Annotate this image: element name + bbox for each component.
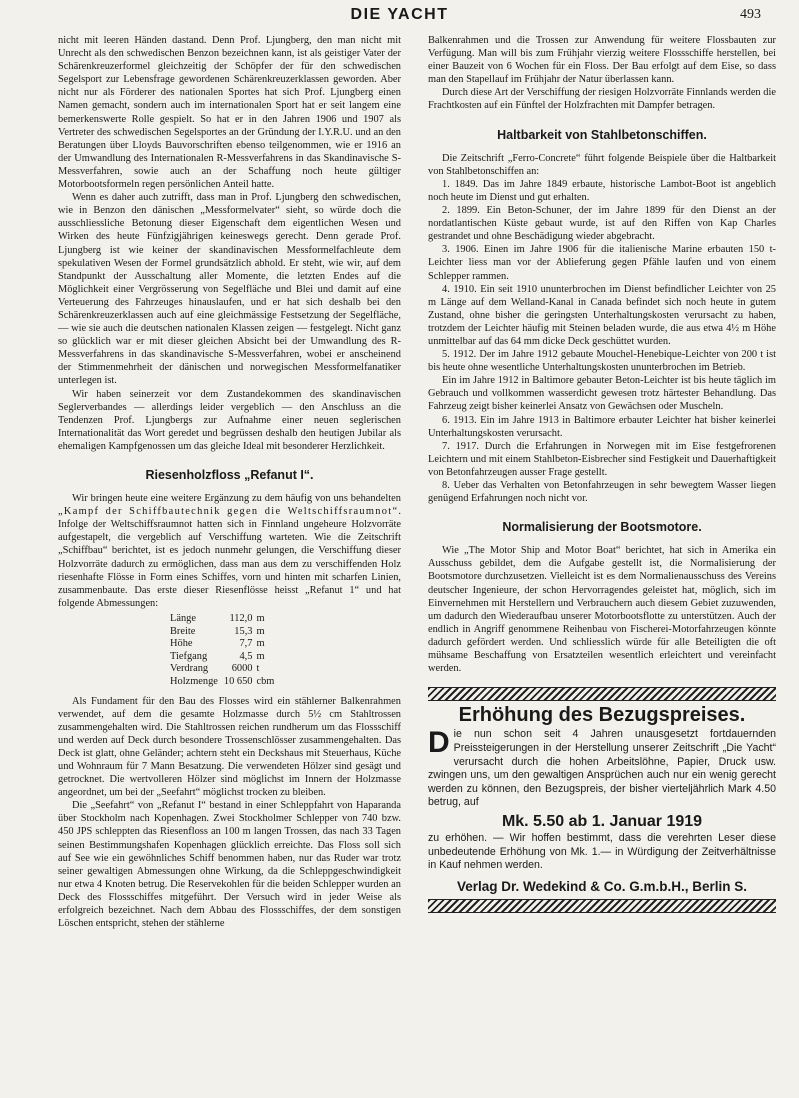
dimension-unit: m (256, 625, 265, 637)
decorative-border (428, 899, 776, 913)
paragraph: Wir haben seinerzeit vor dem Zustandekommen des skandinavischen Seglerverbandes — allerdings leider vergeblich — den Anschluss an die Tendenzen Prof. Ljungbergs zur Aufnahme einer neuen seglerischen Internationalität das Wort geredet und begrüssen deshalb den heutigen Jubilar als ehemaligen Kampfgenossen um das gleiche Ideal mit besonderer Herzlichkeit. (58, 388, 401, 452)
list-item: 8. Ueber das Verhalten von Betonfahrzeugen in sehr bewegtem Wasser liegen genügend Erfahrungen noch nicht vor. (428, 480, 776, 505)
spaced-phrase: „Kampf der Schiffbautechnik gegen die Weltschiffsraumnot“ (58, 506, 399, 518)
paragraph: Durch diese Art der Verschiffung der riesigen Holzvorräte Finnlands werden die Frachtkosten auf ein Fünftel der Holzfrachten mit Dampfer betragen. (428, 87, 776, 112)
list-item: 1. 1849. Das im Jahre 1849 erbaute, historische Lambot-Boot ist angeblich noch heute im Dienst und gut erhalten. (428, 178, 776, 203)
drop-cap: D (428, 726, 450, 760)
dimension-label: Holzmenge (170, 675, 218, 687)
list-item: 5. 1912. Der im Jahre 1912 gebaute Mouchel-Henebique-Leichter von 200 t ist bis heute ohne wesentliche Unterhaltungskosten ununterbrochen im Betrieb. (428, 349, 776, 374)
page-header (0, 6, 799, 28)
dimension-value: 10 650 (223, 675, 253, 687)
right-column (428, 34, 776, 913)
dimension-row (170, 626, 280, 639)
page-number: 493 (740, 7, 761, 22)
dimension-unit: m (256, 612, 265, 624)
dimension-value: 4,5 (239, 650, 253, 662)
dimension-row (170, 651, 280, 664)
example-list (428, 178, 776, 505)
list-item: 3. 1906. Einen im Jahre 1906 für die italienische Marine erbauten 150 t-Leichter liess man vor der Ablieferung gegen Pfähle laufen und von einem Schlepper rammen. (428, 244, 776, 282)
left-column (58, 34, 401, 930)
paragraph: Wie „The Motor Ship and Motor Boat“ berichtet, hat sich in Amerika ein Ausschuss gebildet, dem die Aufgabe gestellt ist, die Normalisierung der Bootsmotore durchzusetzen. Vielleicht ist es dem Normalienausschuss des Vereins deutscher Ingenieure, der schon Hervorragendes geleistet hat, möglich, sich im Einvernehmen mit Herstellern und Verbrauchern auch diesem Gebiet zuzuwenden, um dadurch den Wiederaufbau unserer Motorbootsflotte zu unterstützen. Auch der endlich in Angriff genommene Reihenbau von Fischerei-Motorfahrzeugen könnte dadurch gefördert werden. Und schliesslich würde für alle Beteiligten die oft mühsame Beschaffung von Ersatzteilen wesentlich erleichtert und vereinfacht werden. (428, 545, 776, 675)
list-item: Ein im Jahre 1912 in Baltimore gebauter Beton-Leichter ist bis heute täglich im Gebrauch und vollkommen wasserdicht gewesen trotz härtester Behandlung. Das Fahrzeug zeigt bisher keinerlei Ansatz von Gewächsen oder Muscheln. (428, 375, 776, 413)
paragraph: Balkenrahmen und die Trossen zur Anwendung für weitere Flossbauten zur Verfügung. Man will bis zum Frühjahr vierzig weitere Flossschiffe herstellen, bei einer Bauzeit von 6 Wochen für ein Floss. Der Bau erfolgt auf dem Eise, so dass man den Stapellauf im Frühjahr der Natur überlassen kann. (428, 35, 776, 86)
paragraph: Die Zeitschrift „Ferro-Concrete“ führt folgende Beispiele über die Haltbarkeit von Stahlbetonschiffen an: (428, 152, 776, 177)
dimensions-table (170, 613, 280, 689)
dimension-value: 7,7 (239, 638, 253, 650)
running-title: DIE YACHT (350, 6, 449, 23)
dimension-label: Tiefgang (170, 650, 208, 662)
dimension-value: 15,3 (234, 625, 253, 637)
paragraph: Die „Seefahrt“ von „Refanut I“ bestand in einer Schleppfahrt von Haparanda über Stockholm nach Kopenhagen. Zwei Stockholmer Schlepper von 740 bzw. 450 JPS schleppten das Riesenfloss an 100 m langen Trossen, das nach 33 Tagen seinen Bestimmungshafen Kopenhagen glücklich erreichte. Das Floss soll sich auf See wie ein gewöhnliches Schiff benommen haben, nur das Ruder war trotz seiner gewaltigen Abmessungen ohne Wirkung, da die Schleppgeschwindigkeit nur etwa 4 Knoten betrug. Die Reservekohlen für die beiden Schlepper wurden an Deck des Flossschiffes mitgeführt. Der Versuch wird in jeder Weise als erfolgreich bezeichnet. Nach dem Abbau des Flossschiffes, der dem sonstigen Löschen entspricht, stehen der stählerne (58, 800, 401, 930)
paragraph (58, 492, 401, 610)
dimension-label: Höhe (170, 638, 193, 650)
dimension-row (170, 638, 280, 651)
dimension-unit: cbm (256, 675, 275, 687)
dimension-unit: m (256, 650, 265, 662)
notice-after: zu erhöhen. — Wir hoffen bestimmt, dass die verehrten Leser diese unbedeutende Erhöhung von Mk. 1.— in Würdigung der Zeitverhältnisse in Kauf nehmen werden. (428, 831, 776, 872)
dimension-row (170, 676, 280, 689)
section-title-stahlbeton: Haltbarkeit von Stahlbetonschiffen. (497, 127, 707, 142)
paragraph: Als Fundament für den Bau des Flosses wird ein stählerner Balkenrahmen verwendet, auf dem die gesamte Holzmasse durch 5½ cm Stahltrossen zusammengehalten wird. Die Stahltrossen reichen rundherum um das Flossschiff und werden auf Deck durch besondere Trossenschlösser zusammengehalten. Das Deck ist glatt, ohne Geländer; achtern steht ein Deckshaus mit Steuerhaus, Küche und Wohnraum für 7 Mann Besatzung. Die verwendeten Hölzer sind gesägt und getrocknet. Die wertvolleren Hölzer sind möglichst im Innern der Holzmasse angeordnet, um bei der „Seefahrt“ möglichst trocken zu bleiben. (58, 695, 401, 799)
notice-body (428, 728, 776, 810)
text-span: Wir bringen heute eine weitere Ergänzung zu dem häufig von uns behandelten (72, 493, 401, 505)
list-item: 7. 1917. Durch die Erfahrungen in Norwegen mit im Eise festgefrorenen Leichtern und mit einem Stahlbeton-Eisbrecher sind Festigkeit und Dauerhaftigkeit von Betonfahrzeugen ausser Frage gestellt. (428, 440, 776, 478)
list-item: 4. 1910. Ein seit 1910 ununterbrochen im Dienst befindlicher Leichter von 25 m Länge auf dem Welland-Kanal in Canada befindet sich noch heute in gutem Zustand, ohne bisher die geringsten Unterhaltungskosten verursacht zu haben, trotzdem der Leichter häufig mit Steinen beladen wurde, die aus etwa 4½ m Höhe unmittelbar auf das 64 mm dicke Deck geschüttet wurden. (428, 283, 776, 347)
paragraph: nicht mit leeren Händen dastand. Denn Prof. Ljungberg, den man nicht mit Unrecht als den schwedischen Benzon bezeichnen kann, ist als geistiger Vater der Schärenkreuzerformel gleichzeitig der Schöpfer der für den schwedischen Segelsport zur Lebensfrage gewordenen Schärenkreuzerklassen geworden. Aber nicht nur als Förderer des nationalen Sportes hat sich Prof. Ljungberg einen Namen gemacht, sondern auch im internationalen Sport hat er seit langem eine bemerkenswerte Rolle gespielt. So hat er in den Jahren 1906 und 1907 als Vertreter des schwedischen Segelsportes an der Gründung der I.Y.R.U. und an den Beratungen über Lloyds Bauvorschriften ebenso teilgenommen, wie er 1916 an der Umwandlung des Internationalen R-Messverfahrens in das Skandinavische S-Messverfahren, sowie auch an der Schaffung noch heute gültiger Motorbootsformeln regen persönlichen Anteil hatte. (58, 35, 401, 191)
list-item: 6. 1913. Ein im Jahre 1913 in Baltimore erbauter Leichter hat bisher keinerlei Unterhaltungskosten verursacht. (428, 414, 776, 439)
dimension-label: Verdrang (170, 663, 209, 675)
dimension-unit: m (256, 638, 265, 650)
dimension-unit: t (256, 663, 260, 675)
notice-publisher: Verlag Dr. Wedekind & Co. G.m.b.H., Berlin S. (456, 878, 748, 894)
notice-title: Erhöhung des Bezugspreises. (458, 704, 746, 727)
dimension-row (170, 663, 280, 676)
dimension-value: 112,0 (229, 612, 253, 624)
paragraph: Wenn es daher auch zutrifft, dass man in Prof. Ljungberg den schwedischen, wie in Benzon den dänischen „Messformelvater“ sieht, so würde doch die ausschliessliche Betonung dieser Eigenschaft dem eigentlichen Wesen und Wirken des heute Fünfzigjährigen keineswegs gerecht. Denn gerade Prof. Ljungberg ist wie keiner der skandinavischen Messformelfachleute dem spekulativen Wesen der Formel grundsätzlich abhold. Er steht, wie wir, auf dem Standpunkt der Ausschaltung aller Momente, die letzten Endes auf die Möglichkeit einer Vergrösserung von Segelfläche und Blei und damit auf eine Verteuerung des Fahrzeuges hinauslaufen, und er hat sich deshalb bei den Schärenkreuzerklassen auch auf eine gleichmässige Festsetzung der Segelfläche, — wie sie auch die deutschen nationalen Klassen zeigen — festgelegt. Nicht ganz so glücklich war er mit dieser gleichen Absicht bei der Umwandlung des R-Messverfahrens in das skandinavische S-Messverfahren, wobei er anscheinend der Stimmenmehrheit der dänischen und norwegischen Messformelfanatiker unterlegen ist. (58, 192, 401, 387)
dimension-label: Länge (170, 612, 196, 624)
notice-text: ie nun schon seit 4 Jahren unausgesetzt fortdauernden Preissteigerungen in der Herstellung unserer Zeitschrift „Die Yacht“ verursacht durch die hohen Arbeitslöhne, Papier, Druck usw. zwingen uns, um den gewaltigen Ansprüchen auch nur ein wenig gerecht werden zu können, den Bezugspreis, der bisher vierteljährlich Mark 4.50 betrug, auf (428, 728, 776, 809)
dimension-row (170, 613, 280, 626)
price-notice (428, 687, 776, 913)
section-title-bootsmotore: Normalisierung der Bootsmotore. (502, 520, 702, 535)
notice-price: Mk. 5.50 ab 1. Januar 1919 (501, 812, 703, 830)
dimension-value: 6000 (231, 663, 253, 675)
list-item: 2. 1899. Ein Beton-Schuner, der im Jahre 1899 für den Dienst an der nordatlantischen Küste gebaut wurde, ist auf den Riffen von Kap Charles gestrandet und ohne Beschädigung wieder abgebracht. (428, 205, 776, 243)
section-title-refanut: Riesenholzfloss „Refanut I“. (145, 468, 314, 482)
text-span: . Infolge der Weltschiffsraumnot hatten sich in Finnland ungeheure Holzvorräte aufgestapelt, die vergeblich auf Verschiffung warteten. Wie die Zeitschrift „Schiffbau“ berichtet, ist es jedoch nunmehr gelungen, die Verschiffung dieser Holzvorräte dadurch zu ermöglichen, dass man aus dem zu verschiffenden Holz riesenhafte Flösse in Form eines Schiffes, vorn und hinten mit scharfen Linien, zusammenbaute. Das erste dieser Riesenflösse heisst „Refanut 1“ und hat folgende Abmessungen: (58, 506, 401, 609)
dimension-label: Breite (170, 625, 196, 637)
decorative-border (428, 687, 776, 701)
